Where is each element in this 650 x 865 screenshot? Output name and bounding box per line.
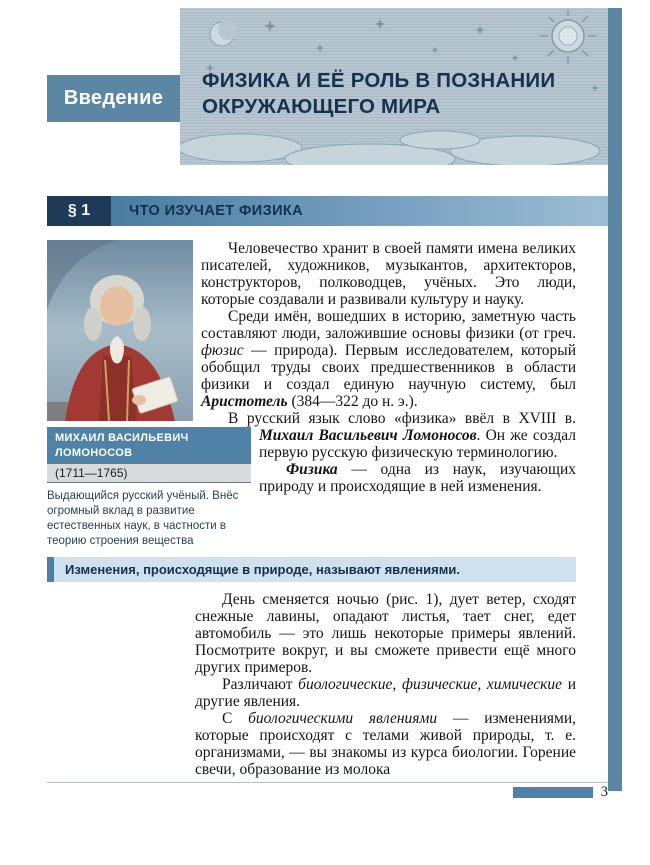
chapter-header [47,8,608,165]
paragraph: С биологическими явлениями — изменениями, которые происходят с телами живой природы, т. е. организмами, — вы знакомы из курса биологии. Горение свечи, образование из молока [195,709,576,778]
paragraph: Среди имён, вошедших в историю, заметную часть составляют люди, заложившие основы физики (от греч. фюзис — природа). Первым исследователем, который обобщил труды своих предшественников в области физики и создал единую научную систему, был Аристотель (384—322 до н. э.). [201,308,576,410]
definition-text: Изменения, происходящие в природе, называют явлениями. [65,561,460,577]
paragraph: День сменяется ночью (рис. 1), дует ветер, сходят снежные лавины, опадают листья, тает снег, едет автомобиль — это лишь некоторые примеры явлений. Посмотрите вокруг, и вы сможете привести ещё много других примеров. [195,590,576,676]
portrait-caption-block [47,427,251,549]
paragraph: Человечество хранит в своей памяти имена великих писателей, художников, музыкантов, архитекторов, конструкторов, полководцев, учёных. Это люди, которые создавали и развивали культуру и науку. [201,240,576,308]
header-engraving [180,8,608,165]
page-footer [47,782,608,799]
portrait-bio: Выдающийся русский учёный. Внёс огромный вклад в развитие естественных наук, в частности в теорию строения вещества [47,490,239,547]
section-title-bar [111,196,608,226]
portrait-name-line2: ЛОМОНОСОВ [55,446,133,459]
section-heading [47,196,608,226]
definition-callout [47,557,576,582]
portrait-painting-art [47,240,193,421]
section-title: ЧТО ИЗУЧАЕТ ФИЗИКА [129,203,304,219]
paragraph: Физика — одна из наук, изучающих природу и происходящие в ней изменения. [259,461,576,495]
portrait-years: (1711—1765) [47,464,251,483]
footer-accent-bar [513,787,593,798]
right-edge-stripe [608,8,622,791]
definition-accent-bar [47,557,54,582]
section-number: § 1 [47,196,111,226]
body-text-lower [195,591,576,778]
lomonosov-portrait-image [47,240,193,421]
paragraph: Различают биологические, физические, химические и другие явления. [195,675,576,710]
chapter-title: ФИЗИКА И ЕЁ РОЛЬ В ПОЗНАНИИ ОКРУЖАЮЩЕГО МИРА [202,69,556,119]
page-content [47,240,576,778]
portrait-name [47,427,251,464]
chapter-label: Введение [47,75,180,122]
page-number: 3 [600,784,608,800]
portrait-name-line1: МИХАИЛ ВАСИЛЬЕВИЧ [55,432,189,444]
paragraph: В русский язык слово «физика» ввёл в XVIII в. Михаил Васильевич Ломоносов. Он же создал первую русскую физическую терминологию. [228,410,576,461]
